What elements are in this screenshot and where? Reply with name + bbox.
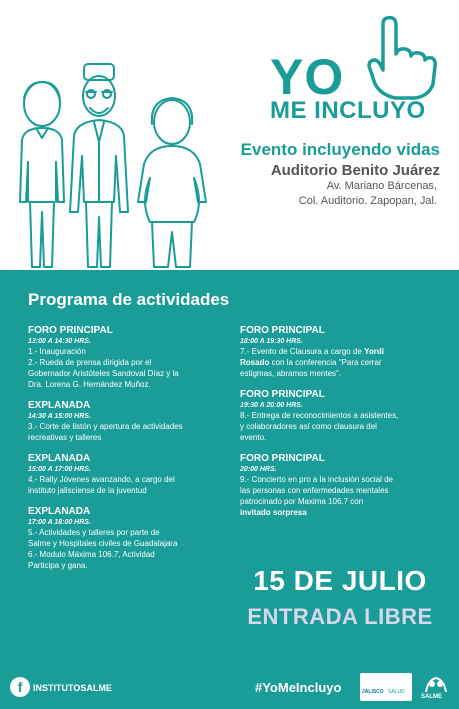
logo-me-incluyo-text: ME INCLUYO [270, 97, 426, 124]
activity-line: 5.- Actividades y talleres por parte de [28, 528, 160, 537]
activity-time: 14:30 A 15:00 HRS. [28, 413, 91, 420]
event-date: 15 DE JULIO [253, 565, 427, 596]
activity-line: 3.- Corte de listón y apertura de actividades [28, 422, 183, 431]
activity-line: invitado sorpresa [240, 508, 307, 517]
activity-block [28, 506, 228, 571]
activity-time: 15:00 A 17:00 HRS. [28, 466, 91, 473]
activity-line: 6.- Modulo Máxima 106.7, Actividad [28, 550, 155, 559]
program-column-left [28, 325, 228, 581]
activity-block [240, 325, 435, 379]
activity-line: 2.- Rueda de prensa dirigida por el [28, 358, 152, 367]
event-title: Evento incluyendo vidas [240, 140, 440, 159]
activity-time: 18:00 A 19:30 HRS. [240, 338, 303, 345]
activity-line: las personas con enfermedades mentales [240, 486, 389, 495]
activity-text: con la conferencia "Para cerrar [269, 358, 382, 367]
facebook-handle[interactable]: INSTITUTOSALME [33, 683, 112, 693]
speaker-name: Yordi [364, 347, 384, 356]
jalisco-logo-text: JALISCO [362, 689, 384, 695]
activity-location: FORO PRINCIPAL [240, 389, 325, 400]
activity-line: Dra. Lorena G. Hernández Muñoz. [28, 380, 151, 389]
activity-block [28, 325, 228, 390]
activity-line: recreativas y talleres [28, 433, 102, 442]
activity-block [240, 389, 435, 443]
entry-info: ENTRADA LIBRE [247, 604, 433, 629]
speaker-surname: Rosado [240, 358, 270, 367]
activity-block [28, 453, 228, 496]
activity-time: 13:00 A 14:30 HRS. [28, 338, 91, 345]
activity-line: 9.- Concierto en pro a la inclusión social de [240, 475, 393, 484]
salud-logo-text: SALUD [388, 689, 405, 695]
activity-time: 20:00 HRS. [240, 466, 277, 473]
activity-line [240, 346, 435, 357]
activity-block [240, 453, 435, 518]
activity-line: 1.- Inauguración [28, 347, 86, 356]
address-line1: Av. Mariano Bárcenas, [326, 180, 437, 192]
activity-location: EXPLANADA [28, 506, 91, 517]
program-column-right [240, 325, 435, 528]
activity-line: Gobernador Aristóteles Sandoval Díaz y la [28, 369, 179, 378]
activity-text: 7.- Evento de Clausura a cargo de [240, 347, 365, 356]
activity-line: patrocinado por Maxima 106.7 con [240, 497, 364, 506]
address-line2: Col. Auditorio. Zapopan, Jal. [298, 195, 437, 207]
activity-line: evento. [240, 433, 267, 442]
activity-line: 4.- Rally Jóvenes avanzando, a cargo del [28, 475, 175, 484]
venue-name: Auditorio Benito Juárez [270, 162, 440, 179]
header-section [0, 0, 459, 270]
activity-line [240, 357, 435, 368]
activity-line: Salme y Hospitales civiles de Guadalajara [28, 539, 178, 548]
activity-line: instituto jalisciense de la juventud [28, 486, 147, 495]
activity-block [28, 400, 228, 443]
activity-location: FORO PRINCIPAL [240, 325, 325, 336]
jalisco-salud-logo [360, 673, 412, 701]
activity-location: FORO PRINCIPAL [28, 325, 113, 336]
people-illustration [0, 52, 230, 270]
logo-yo-text: YO [270, 49, 345, 105]
activity-time: 17:00 A 18:00 HRS. [28, 519, 91, 526]
hashtag: #YoMeIncluyo [255, 680, 342, 695]
activity-location: EXPLANADA [28, 453, 91, 464]
activity-location: EXPLANADA [28, 400, 91, 411]
activity-time: 19:30 A 20:00 HRS. [240, 402, 303, 409]
activity-line: 8.- Entrega de reconocimientos a asistentes, [240, 411, 399, 420]
facebook-icon[interactable]: f [10, 677, 30, 697]
activity-line: Participa y gana. [28, 561, 88, 570]
activity-location: FORO PRINCIPAL [240, 453, 325, 464]
pointing-hand-icon [365, 14, 437, 100]
activity-line: estigmas, abramos mentes". [240, 369, 342, 378]
activity-line: y colaboradores así como clausura del [240, 422, 377, 431]
program-title: Programa de actividades [28, 290, 230, 309]
salme-logo-text: SALME [421, 694, 442, 700]
